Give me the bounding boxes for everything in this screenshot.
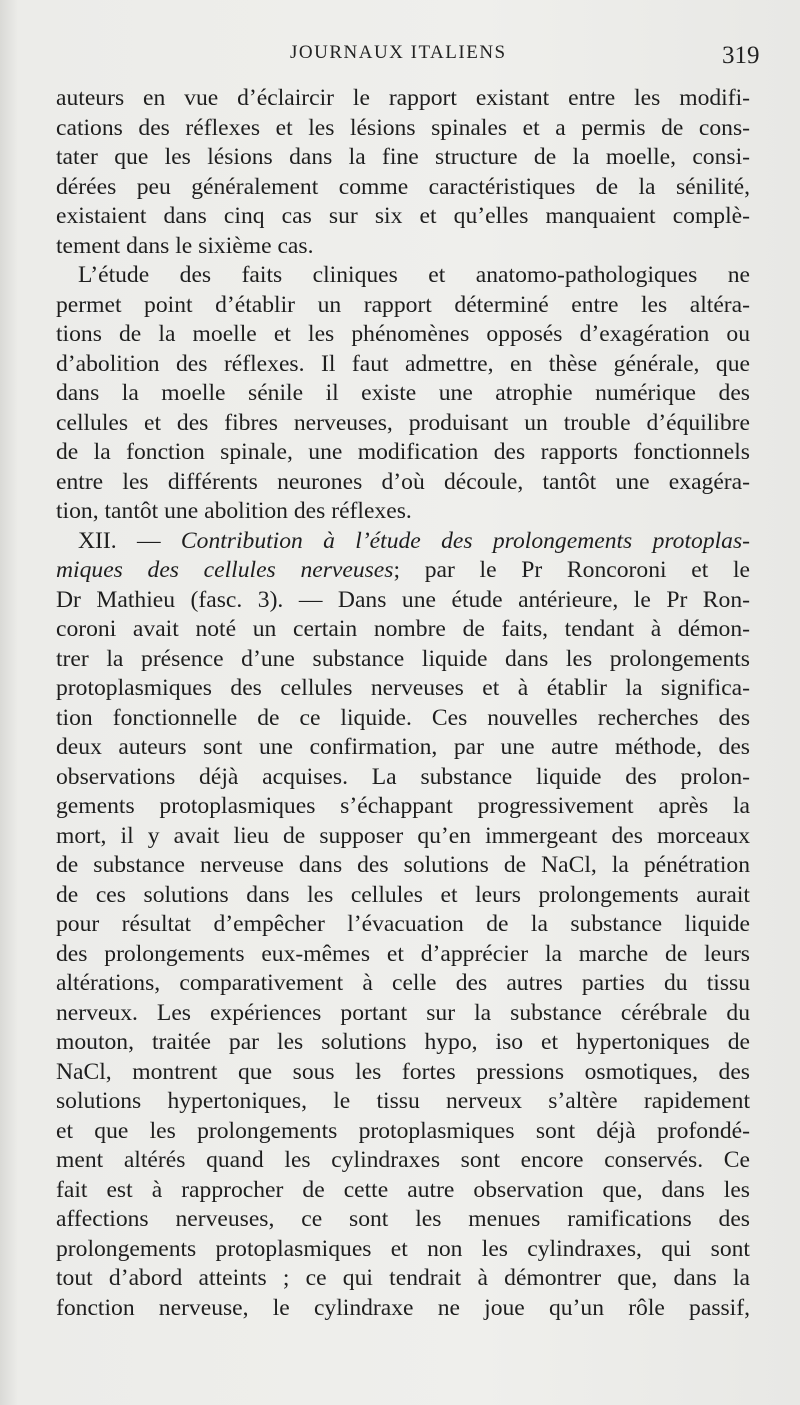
section-authors: ; par le Pr Roncoroni et le	[393, 557, 750, 583]
text-line: pour résultat d’empêcher l’évacuation de la substance liquide	[56, 911, 750, 937]
text-line: de substance nerveuse dans des solutions de NaCl, la pénétration	[56, 852, 750, 878]
text-line: deux auteurs sont une confirmation, par une autre méthode, des	[56, 734, 750, 760]
text-line: prolongements protoplasmiques et non les cylindraxes, qui sont	[56, 1235, 750, 1262]
text-line: coroni avait noté un certain nombre de faits, tendant à démon-	[56, 616, 750, 642]
text-line: tion fonctionnelle de ce liquide. Ces nouvelles recherches des	[56, 704, 750, 731]
text-line: tout d’abord atteints ; ce qui tendrait à démontrer que, dans la	[56, 1265, 750, 1291]
text-line: tion, tantôt une abolition des réflexes.	[56, 498, 412, 524]
text-line: ment altérés quand les cylindraxes sont encore conservés. Ce	[56, 1147, 750, 1173]
section-number: XII. —	[78, 527, 181, 554]
text-line: mort, il y avait lieu de supposer qu’en immergeant des morceaux	[56, 822, 750, 849]
text-line: existaient dans cinq cas sur six et qu’elles manquaient complè-	[56, 203, 750, 229]
section-heading-line	[56, 556, 750, 586]
section-title-part2: miques des cellules nerveuses	[56, 557, 394, 583]
text-line: d’abolition des réflexes. Il faut admettre, en thèse générale, que	[56, 350, 750, 377]
text-line: dans la moelle sénile il existe une atrophie numérique des	[56, 380, 750, 406]
text-line: et que les prolongements protoplasmiques sont déjà profondé-	[56, 1117, 750, 1144]
text-line: mouton, traitée par les solutions hypo, iso et hypertoniques de	[56, 1029, 750, 1055]
section-heading-line	[56, 527, 750, 557]
text-line: nerveux. Les expériences portant sur la substance cérébrale du	[56, 999, 750, 1026]
text-line: observations déjà acquises. La substance liquide des prolon-	[56, 763, 750, 790]
page-number: 319	[722, 42, 760, 69]
text-line: trer la présence d’une substance liquide dans les prolongements	[56, 645, 750, 672]
text-line: L’étude des faits cliniques et anatomo-pathologiques ne	[78, 262, 750, 288]
text-line: Dr Mathieu (fasc. 3). — Dans une étude antérieure, le Pr Ron-	[56, 586, 750, 613]
body-text	[56, 84, 750, 1323]
text-line: de la fonction spinale, une modification des rapports fonctionnels	[56, 439, 750, 465]
text-line: cellules et des fibres nerveuses, produisant un trouble d’équilibre	[56, 409, 750, 436]
text-line: solutions hypertoniques, le tissu nerveux s’altère rapidement	[56, 1088, 750, 1114]
text-line: tater que les lésions dans la fine structure de la moelle, consi-	[56, 144, 750, 170]
text-line: fonction nerveuse, le cylindraxe ne joue qu’un rôle passif,	[56, 1294, 750, 1321]
text-line: entre les différents neurones d’où découle, tantôt une exagéra-	[56, 468, 750, 495]
text-line: auteurs en vue d’éclaircir le rapport existant entre les modifi-	[56, 85, 750, 111]
text-line: gements protoplasmiques s’échappant progressivement après la	[56, 793, 750, 819]
text-line: tions de la moelle et les phénomènes opposés d’exagération ou	[56, 321, 750, 347]
text-line: tement dans le sixième cas.	[56, 232, 314, 259]
running-title: JOURNAUX ITALIENS	[290, 42, 507, 63]
running-head	[0, 42, 800, 72]
text-line: fait est à rapprocher de cette autre observation que, dans les	[56, 1176, 750, 1203]
text-line: affections nerveuses, ce sont les menues ramifications des	[56, 1206, 750, 1232]
text-line: protoplasmiques des cellules nerveuses et à établir la significa-	[56, 675, 750, 701]
section-title-part1: Contribution à l’étude des prolongements protoplas-	[180, 527, 751, 554]
text-line: de ces solutions dans les cellules et leurs prolongements aurait	[56, 881, 750, 908]
text-line: permet point d’établir un rapport déterminé entre les altéra-	[56, 291, 750, 318]
text-line: des prolongements eux-mêmes et d’apprécier la marche de leurs	[56, 940, 750, 967]
text-line: NaCl, montrent que sous les fortes pressions osmotiques, des	[56, 1058, 750, 1085]
text-line: altérations, comparativement à celle des autres parties du tissu	[56, 970, 750, 996]
text-line: cations des réflexes et les lésions spinales et a permis de cons-	[56, 114, 750, 141]
text-line: dérées peu généralement comme caractéristiques de la sénilité,	[56, 173, 750, 200]
